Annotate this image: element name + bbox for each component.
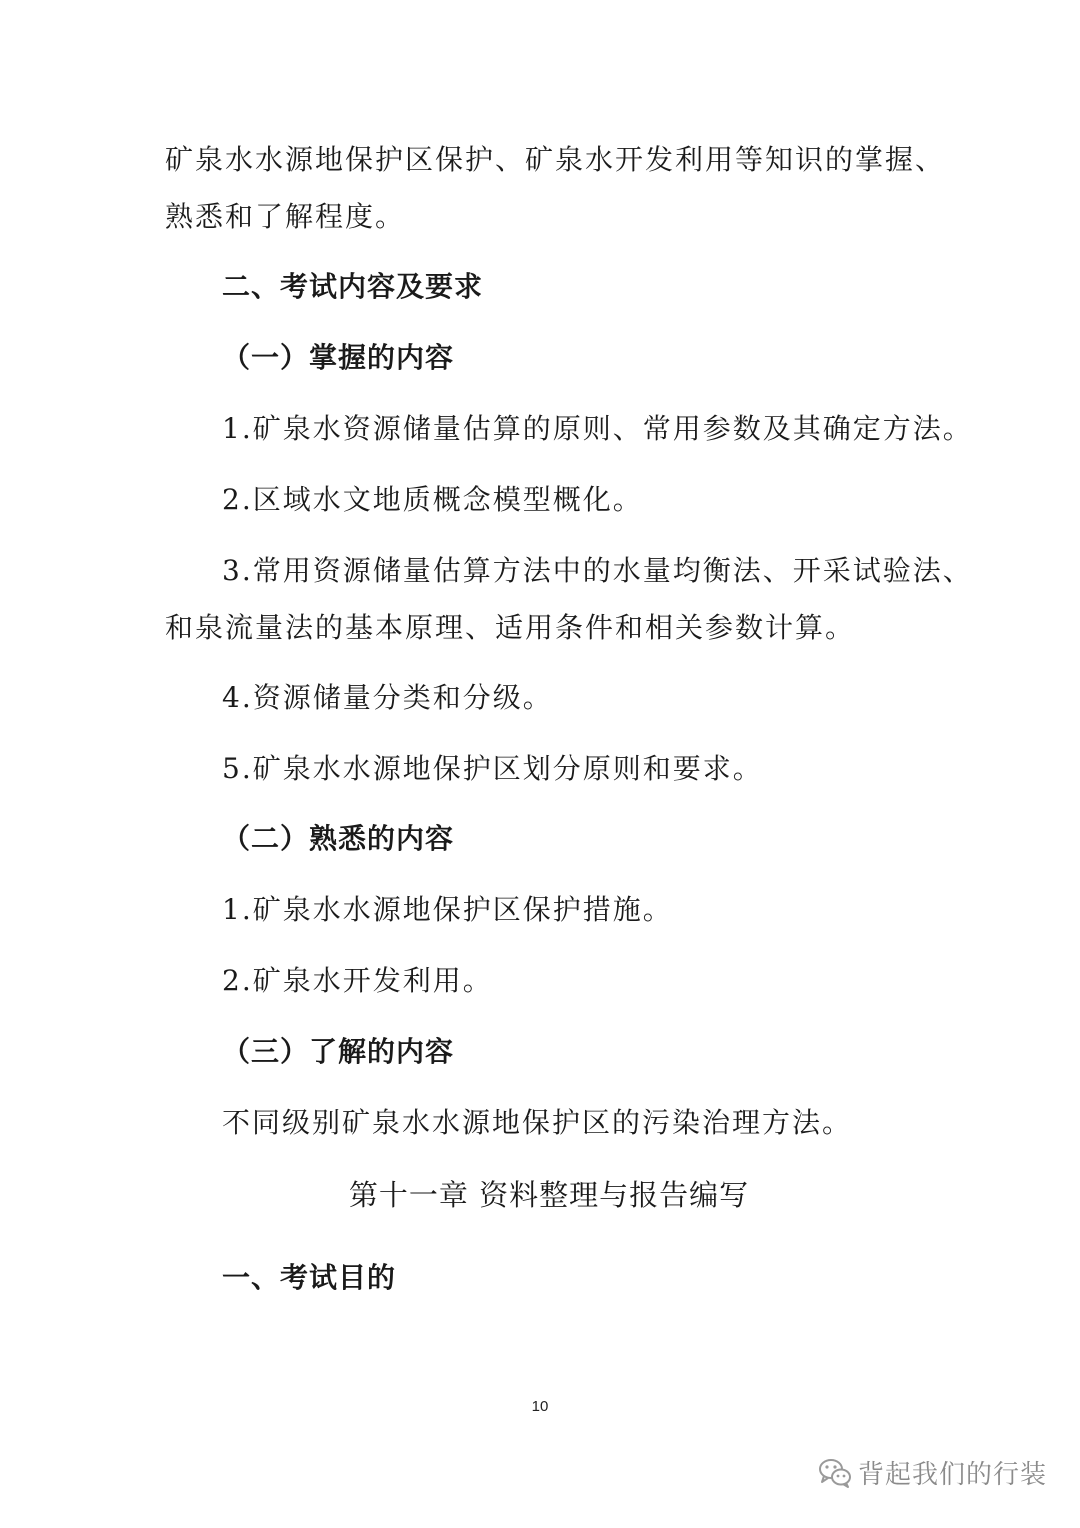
page-number: 10 (531, 1398, 549, 1415)
section-heading: 一、考试目的 (222, 1261, 397, 1294)
list-item-continuation: 和泉流量法的基本原理、适用条件和相关参数计算。 (165, 611, 856, 644)
subsection-heading: （一）掌握的内容 (222, 341, 455, 374)
list-item: 1.矿泉水水源地保护区保护措施。 (222, 893, 673, 926)
list-item: 1.矿泉水资源储量估算的原则、常用参数及其确定方法。 (222, 412, 973, 445)
watermark-text: 背起我们的行装 (858, 1460, 1048, 1490)
section-heading: 二、考试内容及要求 (222, 270, 484, 303)
list-item: 2.矿泉水开发利用。 (222, 964, 493, 997)
chapter-title: 第十一章 资料整理与报告编写 (348, 1178, 750, 1212)
list-item: 3.常用资源储量估算方法中的水量均衡法、开采试验法、 (222, 554, 973, 587)
paragraph-line: 不同级别矿泉水水源地保护区的污染治理方法。 (222, 1106, 853, 1139)
paragraph-line: 熟悉和了解程度。 (165, 200, 406, 233)
list-item: 4.资源储量分类和分级。 (222, 681, 553, 714)
list-item: 5.矿泉水水源地保护区划分原则和要求。 (222, 752, 763, 785)
paragraph-line: 矿泉水水源地保护区保护、矿泉水开发利用等知识的掌握、 (165, 143, 946, 176)
subsection-heading: （二）熟悉的内容 (222, 822, 455, 855)
wechat-icon (818, 1457, 852, 1489)
subsection-heading: （三）了解的内容 (222, 1035, 455, 1068)
watermark (818, 1454, 1047, 1491)
list-item: 2.区域水文地质概念模型概化。 (222, 483, 643, 516)
